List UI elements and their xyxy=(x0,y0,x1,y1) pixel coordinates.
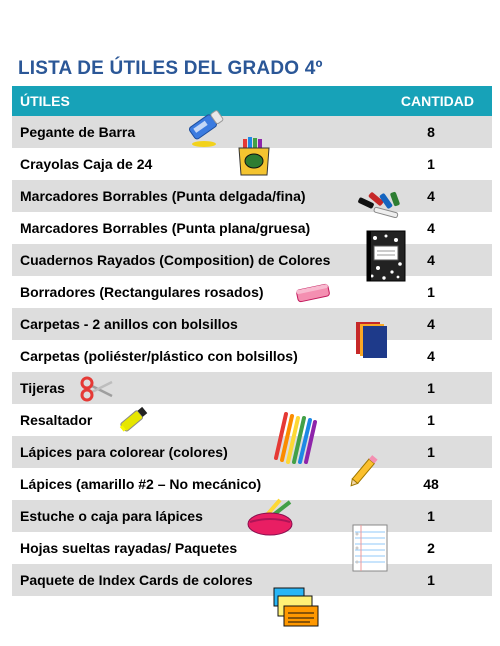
index-cards-icon xyxy=(272,584,320,630)
item-name: Carpetas - 2 anillos con bolsillos xyxy=(20,316,238,332)
item-quantity: 1 xyxy=(427,444,435,460)
table-row xyxy=(12,564,492,596)
header-item-label: ÚTILES xyxy=(20,93,70,109)
item-quantity: 1 xyxy=(427,572,435,588)
table-row xyxy=(12,180,492,212)
scissors-icon xyxy=(80,376,114,402)
item-quantity: 1 xyxy=(427,156,435,172)
item-quantity: 4 xyxy=(427,348,435,364)
item-quantity: 1 xyxy=(427,284,435,300)
crayon-box-icon xyxy=(236,136,272,176)
item-quantity: 48 xyxy=(423,476,439,492)
item-quantity: 4 xyxy=(427,316,435,332)
eraser-icon xyxy=(294,280,332,306)
item-quantity: 1 xyxy=(427,508,435,524)
header-quantity-label: CANTIDAD xyxy=(400,93,474,109)
table-row xyxy=(12,276,492,308)
table-row xyxy=(12,244,492,276)
item-name: Marcadores Borrables (Punta delgada/fina) xyxy=(20,188,306,204)
table-header xyxy=(12,86,492,116)
item-name: Paquete de Index Cards de colores xyxy=(20,572,253,588)
table-row xyxy=(12,436,492,468)
item-quantity: 1 xyxy=(427,380,435,396)
item-name: Hojas sueltas rayadas/ Paquetes xyxy=(20,540,238,556)
table-row xyxy=(12,308,492,340)
item-quantity: 4 xyxy=(427,252,435,268)
pencil-case-icon xyxy=(246,498,298,538)
table-row xyxy=(12,468,492,500)
item-name: Crayolas Caja de 24 xyxy=(20,156,153,172)
item-name: Resaltador xyxy=(20,412,93,428)
table-row xyxy=(12,340,492,372)
item-name: Pegante de Barra xyxy=(20,124,136,140)
page-title: LISTA DE ÚTILES DEL GRADO 4º xyxy=(18,58,323,79)
table-row xyxy=(12,212,492,244)
item-quantity: 2 xyxy=(427,540,435,556)
item-name: Carpetas (poliéster/plástico con bolsillos) xyxy=(20,348,298,364)
highlighter-icon xyxy=(116,402,152,436)
loose-leaf-paper-icon xyxy=(352,524,388,572)
item-name: Marcadores Borrables (Punta plana/gruesa) xyxy=(20,220,311,236)
item-quantity: 4 xyxy=(427,188,435,204)
item-quantity: 4 xyxy=(427,220,435,236)
item-name: Lápices (amarillo #2 – No mecánico) xyxy=(20,476,262,492)
item-name: Tijeras xyxy=(20,380,65,396)
item-name: Lápices para colorear (colores) xyxy=(20,444,228,460)
table-row xyxy=(12,404,492,436)
item-name: Borradores (Rectangulares rosados) xyxy=(20,284,264,300)
glue-stick-icon xyxy=(182,104,230,150)
colored-pencils-icon xyxy=(272,408,318,466)
item-name: Cuadernos Rayados (Composition) de Colores xyxy=(20,252,331,268)
composition-notebook-icon xyxy=(366,230,406,282)
item-name: Estuche o caja para lápices xyxy=(20,508,203,524)
item-quantity: 8 xyxy=(427,124,435,140)
markers-icon xyxy=(356,190,406,222)
folders-icon xyxy=(354,320,388,360)
pencil-icon xyxy=(344,448,386,492)
item-quantity: 1 xyxy=(427,412,435,428)
